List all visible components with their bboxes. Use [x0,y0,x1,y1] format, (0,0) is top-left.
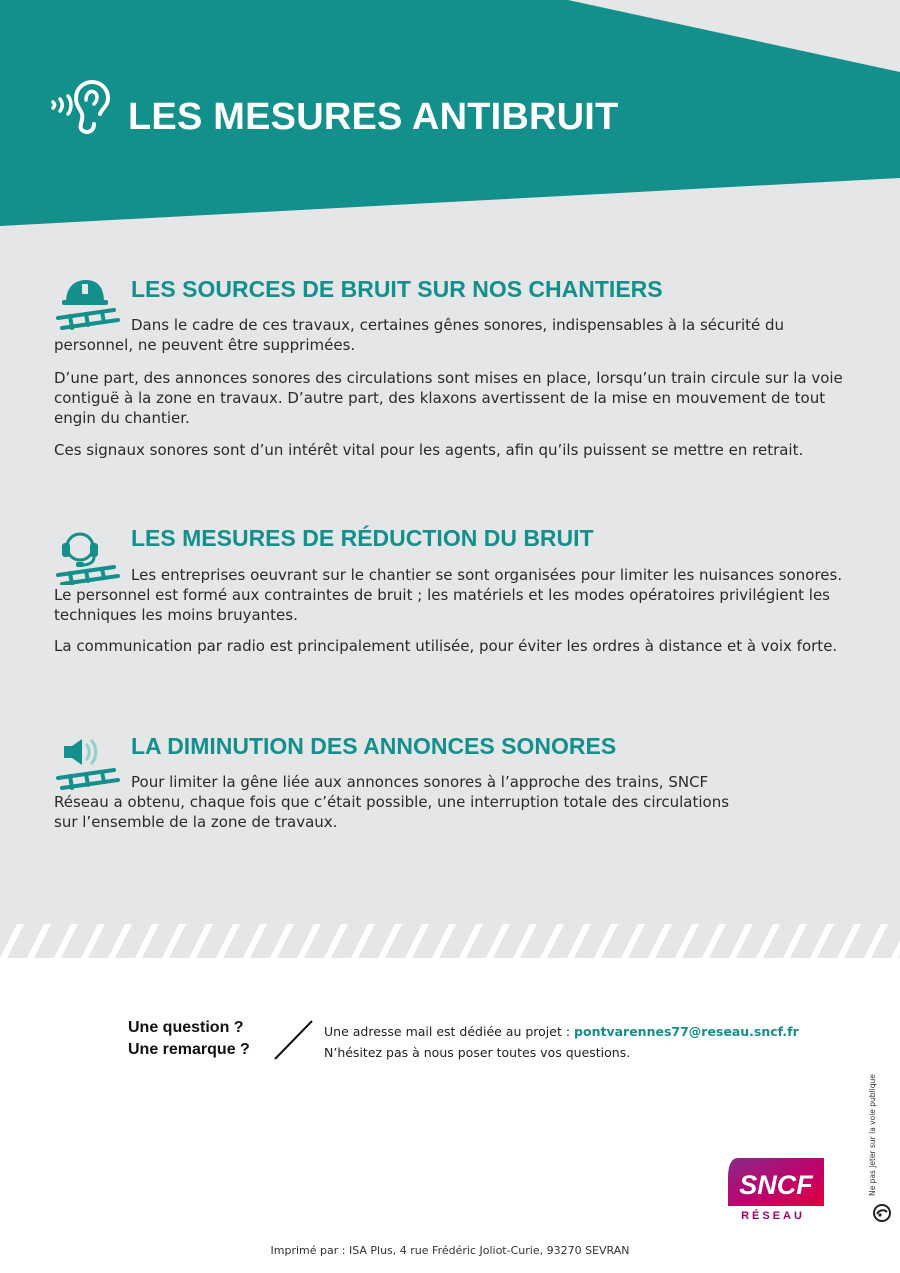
slash-divider [272,1018,316,1062]
paragraph: D’une part, des annonces sonores des circulations sont mises en place, lorsqu’un train circule sur la voie contiguë à la zone en travaux. D’autre part, des klaxons avertissent de la mise en mouvement de tout engin du chantier. [54,369,843,427]
contact-info [324,1021,799,1063]
contact-prefix: Une adresse mail est dédiée au projet : [324,1024,575,1039]
remark-line: Une remarque ? [128,1041,250,1058]
disposal-note: Ne pas jeter sur la voie publique [868,1074,877,1196]
section-title: LES MESURES DE RÉDUCTION DU BRUIT [131,525,594,551]
contact-line-2: N’hésitez pas à nous poser toutes vos questions. [324,1045,631,1060]
contact-line [324,1021,799,1042]
question-heading [128,1017,250,1061]
paragraph: Pour limiter la gêne liée aux annonces sonores à l’approche des trains, SNCF Réseau a obtenu, chaque fois que c’était possible, une interruption totale des circulations sur l’ensemble de la zone de travaux. [54,773,730,831]
section-title: LA DIMINUTION DES ANNONCES SONORES [131,733,617,759]
paragraph: Dans le cadre de ces travaux, certaines gênes sonores, indispensables à la sécurité du personnel, ne peuvent être supprimées. [54,316,785,354]
ear-sound-icon [50,80,110,136]
striped-divider [0,924,900,958]
reseau-label: RÉSEAU [741,1210,805,1222]
paragraph: Ces signaux sonores sont d’un intérêt vital pour les agents, afin qu’ils puissent se mettre en retrait. [54,441,804,459]
recycle-icon [871,1202,893,1224]
paragraph: Les entreprises oeuvrant sur le chantier se sont organisées pour limiter les nuisances sonores. Le personnel est formé aux contraintes de bruit ; les matériels et les modes opératoires privilégient les techniques les moins bruyantes. [54,566,843,624]
paragraph: La communication par radio est principalement utilisée, pour éviter les ordres à distance et à voix forte. [54,637,838,655]
printer-credit: Imprimé par : ISA Plus, 4 rue Frédéric Joliot-Curie, 93270 SEVRAN [270,1244,630,1257]
sncf-logo-text: SNCF [739,1170,813,1200]
section-title: LES SOURCES DE BRUIT SUR NOS CHANTIERS [131,276,663,302]
page-title: LES MESURES ANTIBRUIT [128,96,619,138]
email-link[interactable]: pontvarennes77@reseau.sncf.fr [574,1024,799,1039]
question-line: Une question ? [128,1019,244,1036]
